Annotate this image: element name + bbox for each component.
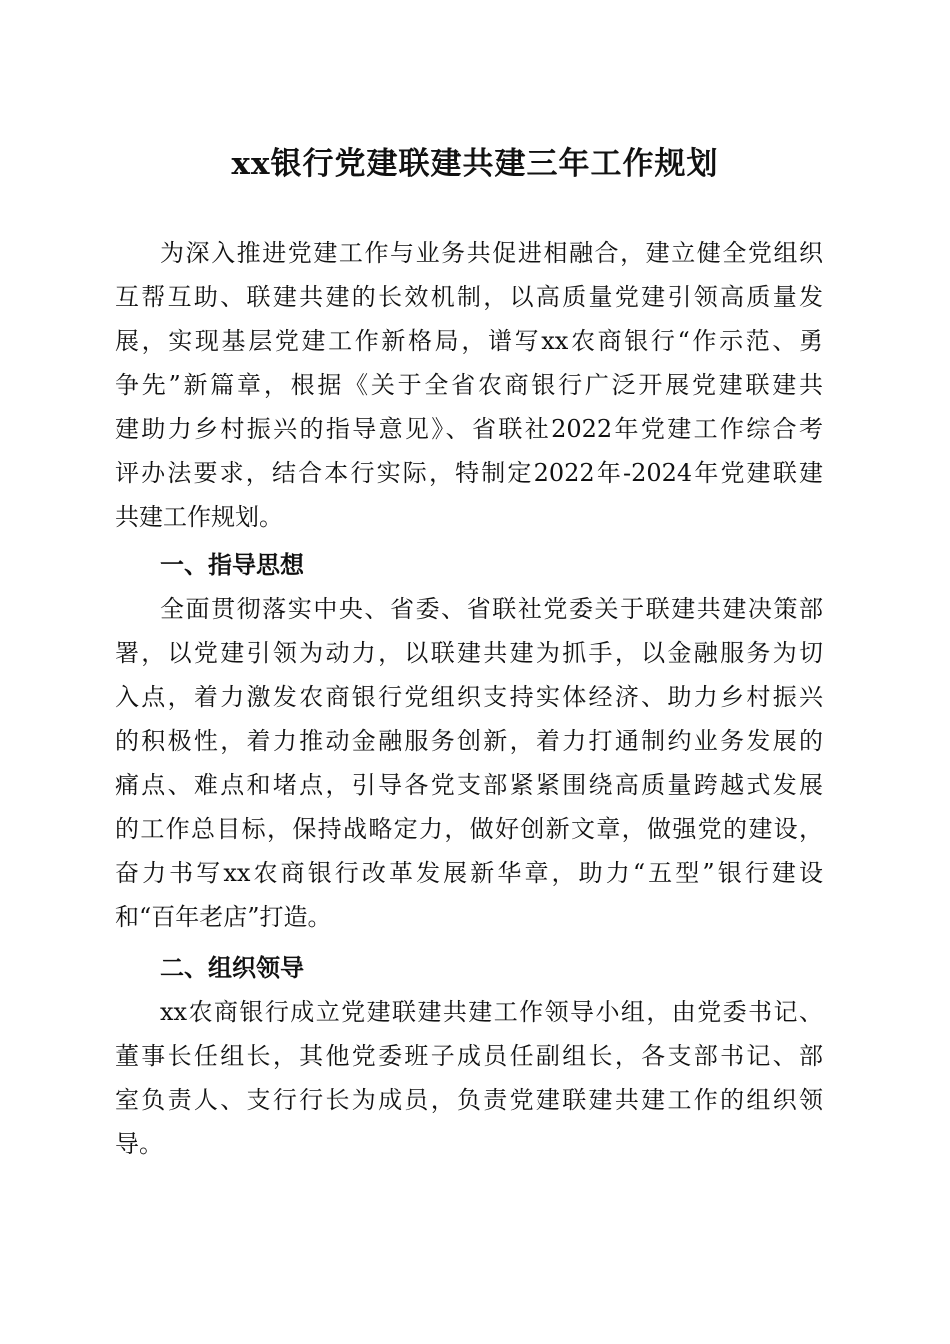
organization-paragraph [115, 990, 823, 1166]
document-title: xx银行党建联建共建三年工作规划 [231, 146, 719, 182]
text-line: 争先”新篇章，根据《关于全省农商银行广泛开展党建联建共 [115, 371, 823, 399]
text-line: xx农商银行成立党建联建共建工作领导小组，由党委书记、 [160, 998, 823, 1026]
text-line: 痛点、难点和堵点，引导各党支部紧紧围绕高质量跨越式发展 [115, 771, 823, 799]
text-line: 建助力乡村振兴的指导意见》、省联社2022年党建工作综合考 [115, 415, 823, 443]
text-line: 共建工作规划。 [115, 503, 283, 531]
text-line: 室负责人、支行行长为成员，负责党建联建共建工作的组织领 [115, 1086, 823, 1114]
text-line: 署，以党建引领为动力，以联建共建为抓手，以金融服务为切 [115, 639, 823, 667]
text-line: 展，实现基层党建工作新格局，谱写xx农商银行“作示范、勇 [115, 327, 823, 355]
text-line: 董事长任组长，其他党委班子成员任副组长，各支部书记、部 [115, 1042, 823, 1070]
text-line: 互帮互助、联建共建的长效机制，以高质量党建引领高质量发 [115, 283, 823, 311]
text-line: 的工作总目标，保持战略定力，做好创新文章，做强党的建设， [115, 815, 823, 843]
text-line: 评办法要求，结合本行实际，特制定2022年-2024年党建联建 [115, 459, 823, 487]
section-heading: 二、组织领导 [160, 954, 304, 982]
section-heading: 一、指导思想 [160, 551, 304, 579]
text-line: 为深入推进党建工作与业务共促进相融合，建立健全党组织 [160, 239, 823, 267]
text-line: 和“百年老店”打造。 [115, 903, 332, 931]
text-line: 的积极性，着力推动金融服务创新，着力打通制约业务发展的 [115, 727, 823, 755]
guiding-thought-paragraph [115, 587, 823, 939]
text-line: 入点，着力激发农商银行党组织支持实体经济、助力乡村振兴 [115, 683, 823, 711]
text-line: 导。 [115, 1130, 163, 1158]
intro-paragraph [115, 231, 823, 539]
text-line: 全面贯彻落实中央、省委、省联社党委关于联建共建决策部 [160, 595, 823, 623]
text-line: 奋力书写xx农商银行改革发展新华章，助力“五型”银行建设 [115, 859, 823, 887]
